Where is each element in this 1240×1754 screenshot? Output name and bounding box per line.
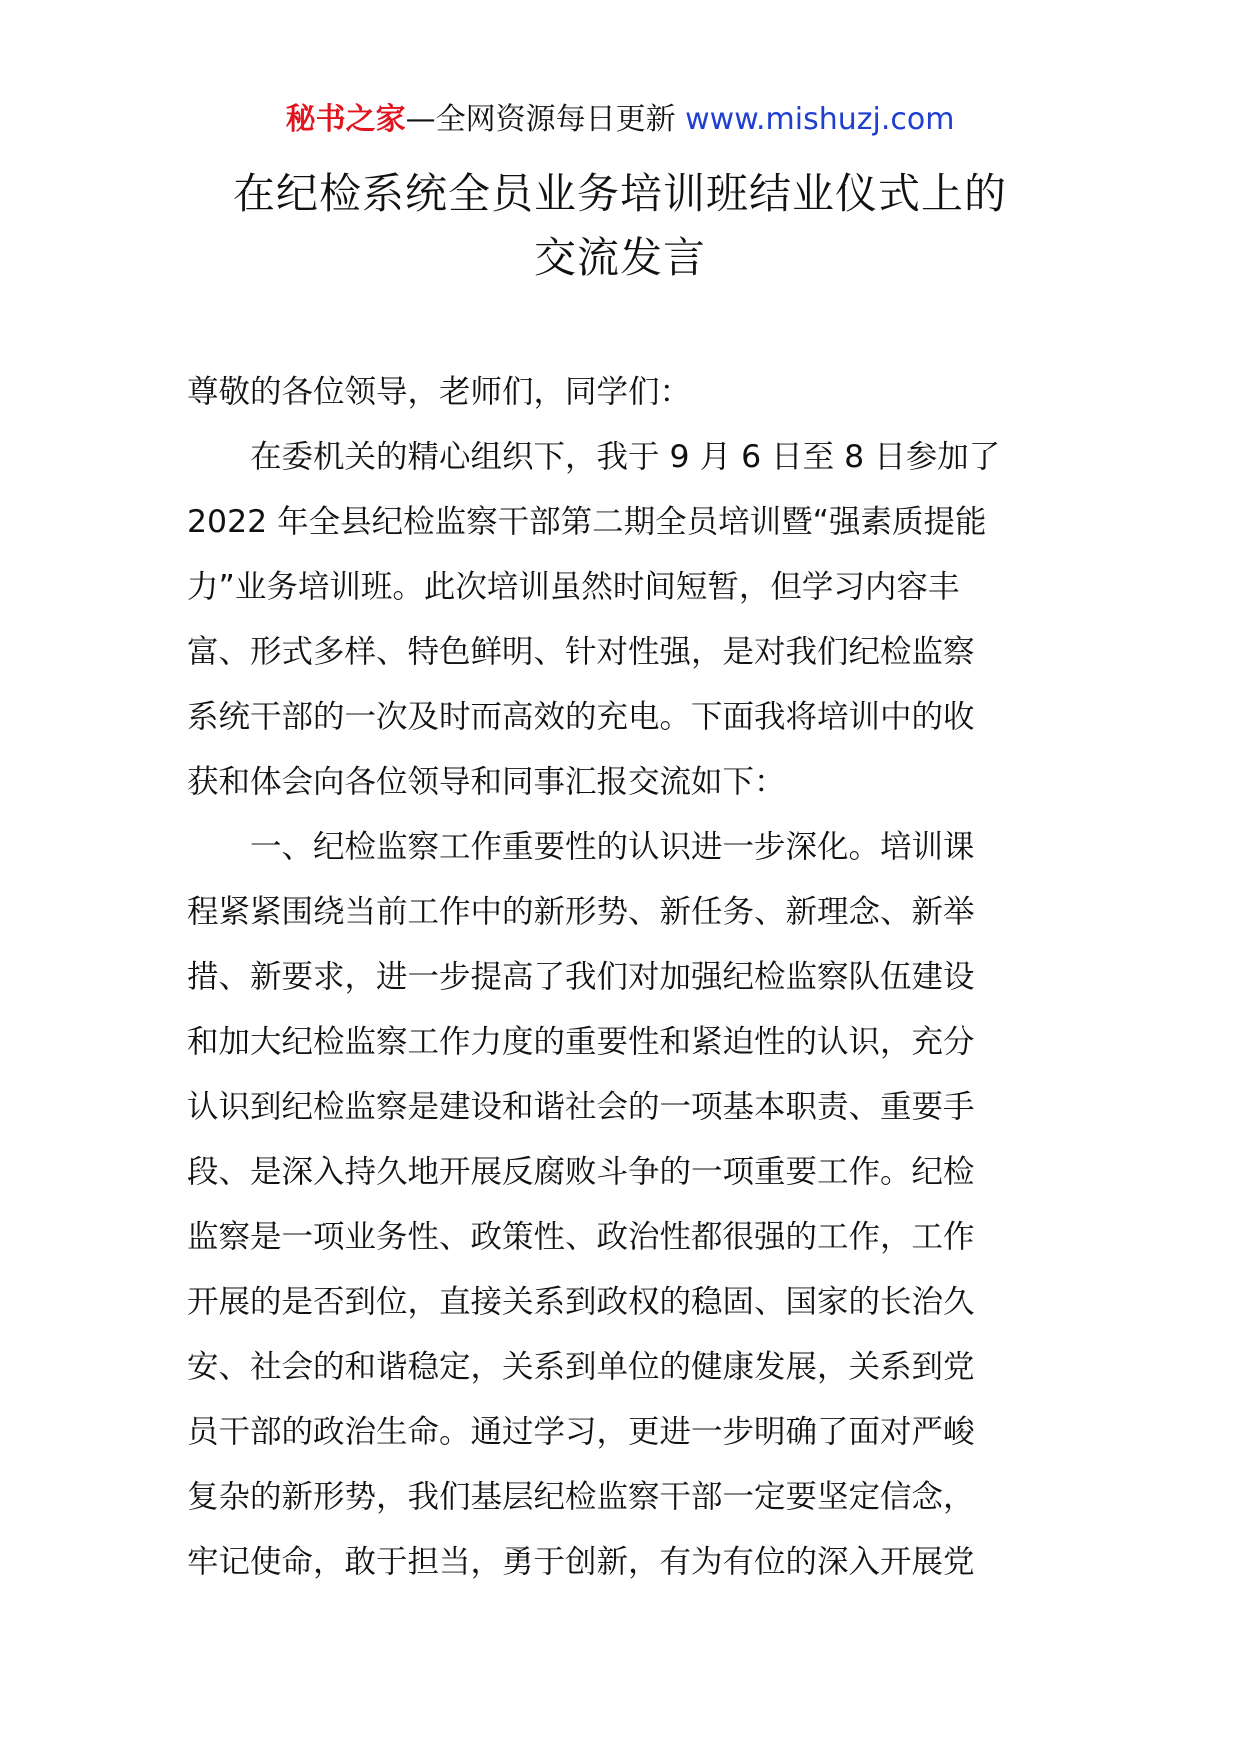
body-line: 2022 年全县纪检监察干部第二期全员培训暨“强素质提能 (187, 504, 987, 540)
brand-name: 秘书之家 (285, 102, 406, 137)
body-line: 一、纪检监察工作重要性的认识进一步深化。培训课 (187, 829, 975, 865)
body-line: 力”业务培训班。此次培训虽然时间短暂，但学习内容丰 (187, 569, 960, 605)
body-line: 尊敬的各位领导，老师们，同学们： (187, 374, 692, 410)
header-tagline: —全网资源每日更新 (405, 102, 676, 137)
body-line: 监察是一项业务性、政策性、政治性都很强的工作，工作 (187, 1219, 975, 1255)
body-line: 员干部的政治生命。通过学习，更进一步明确了面对严峻 (187, 1414, 975, 1450)
title-line-1: 在纪检系统全员业务培训班结业仪式上的 (232, 169, 1007, 218)
body-line: 和加大纪检监察工作力度的重要性和紧迫性的认识，充分 (187, 1024, 975, 1060)
body-line: 获和体会向各位领导和同事汇报交流如下： (187, 764, 786, 800)
body-line: 富、形式多样、特色鲜明、针对性强，是对我们纪检监察 (187, 634, 975, 670)
site-url-link[interactable]: www.mishuzj.com (685, 102, 955, 137)
body-line: 程紧紧围绕当前工作中的新形势、新任务、新理念、新举 (187, 894, 975, 930)
body-line: 安、社会的和谐稳定，关系到单位的健康发展，关系到党 (187, 1349, 975, 1385)
body-line: 段、是深入持久地开展反腐败斗争的一项重要工作。纪检 (187, 1154, 975, 1190)
body-line: 开展的是否到位，直接关系到政权的稳固、国家的长治久 (187, 1284, 975, 1320)
title-line-2: 交流发言 (533, 233, 706, 282)
document-body (187, 360, 1053, 1595)
body-line: 认识到纪检监察是建设和谐社会的一项基本职责、重要手 (187, 1089, 975, 1125)
body-line: 在委机关的精心组织下，我于 9 月 6 日至 8 日参加了 (187, 439, 1001, 475)
body-line: 措、新要求，进一步提高了我们对加强纪检监察队伍建设 (187, 959, 975, 995)
body-line: 复杂的新形势，我们基层纪检监察干部一定要坚定信念， (187, 1479, 975, 1515)
site-header (0, 100, 1240, 140)
document-title (150, 162, 1090, 290)
body-line: 牢记使命，敢于担当，勇于创新，有为有位的深入开展党 (187, 1544, 975, 1580)
body-line: 系统干部的一次及时而高效的充电。下面我将培训中的收 (187, 699, 975, 735)
